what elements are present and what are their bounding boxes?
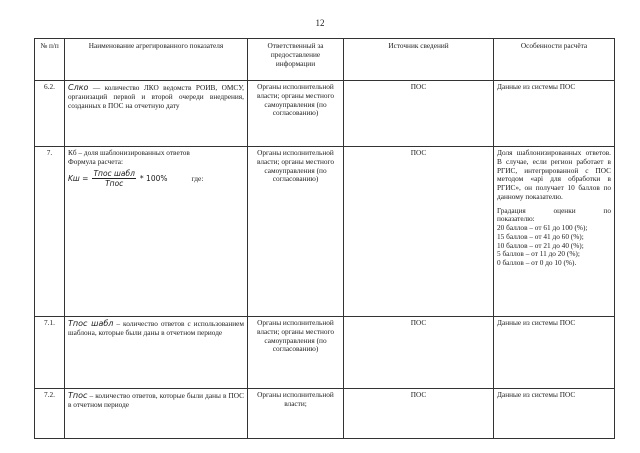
formula (68, 169, 244, 188)
row-name-text: — количество ЛКО ведомств РОИВ, ОМСУ, организаций первой и второй очереди внедрения, созданных в ПОС на отчетную дату (68, 83, 244, 110)
row-calc: Данные из системы ПОС (494, 317, 615, 389)
row-name-text: – количество ответов, которые были даны в ПОС в отчетном периоде (68, 391, 244, 409)
header-resp: Ответственный за предоставление информации (248, 39, 344, 81)
header-calc: Особенности расчёта (494, 39, 615, 81)
gradation-item: 0 баллов – от 0 до 10 (%). (497, 258, 577, 267)
gradation-title-tail: показателю: (497, 214, 535, 224)
formula-numerator: Tпос шабл (93, 168, 135, 178)
gradation (497, 207, 611, 268)
row-calc (494, 147, 615, 317)
row-symbol: Cлко (68, 83, 89, 92)
calc-text: Доля шаблонизированных ответов. В случае, если регион работает в РГИС, интегрированной с ПОС методом «api для обработки в РГИС», он получает 10 баллов по данному показателю. (497, 148, 611, 201)
header-num: № п/п (35, 39, 65, 81)
formula-where: где: (191, 173, 204, 183)
row-src: ПОС (344, 81, 494, 147)
table-row (35, 81, 615, 147)
formula-fraction (92, 169, 135, 188)
row-calc: Данные из системы ПОС (494, 81, 615, 147)
row-name (65, 389, 248, 439)
row-name-text: Кб – доля шаблонизированных ответов (68, 148, 190, 157)
table-row (35, 147, 615, 317)
row-src: ПОС (344, 147, 494, 317)
row-resp: Органы исполнительной власти; органы местного самоуправления (по согласованию) (248, 147, 344, 317)
row-name (65, 81, 248, 147)
table-row (35, 389, 615, 439)
header-src: Источник сведений (344, 39, 494, 81)
row-src: ПОС (344, 389, 494, 439)
row-src: ПОС (344, 317, 494, 389)
row-num: 7.2. (35, 389, 65, 439)
gradation-item: 20 баллов – от 61 до 100 (%); (497, 223, 588, 232)
formula-rhs: * 100% (139, 173, 168, 183)
table-header-row (35, 39, 615, 81)
row-name (65, 317, 248, 389)
formula-label: Формула расчета: (68, 156, 124, 166)
formula-denominator: Tпос (105, 178, 124, 188)
row-num: 7.1. (35, 317, 65, 389)
gradation-title-mid: оценки (553, 205, 576, 215)
gradation-item: 15 баллов – от 41 до 60 (%); (497, 231, 584, 241)
gradation-item: 5 баллов – от 11 до 20 (%); (497, 249, 580, 259)
row-resp: Органы исполнительной власти; органы местного самоуправления (по согласованию) (248, 317, 344, 389)
gradation-title-right: по (603, 205, 611, 215)
row-name-text: – количество ответов с использованием шаблона, которые были даны в отчетном периоде (68, 319, 244, 337)
gradation-title-left: Градация (497, 205, 526, 215)
table-row (35, 317, 615, 389)
header-name: Наименование агрегированного показателя (65, 39, 248, 81)
row-calc: Данные из системы ПОС (494, 389, 615, 439)
formula-lhs: Kш = (68, 173, 89, 183)
page-number: 12 (315, 18, 325, 28)
row-name (65, 147, 248, 317)
row-symbol: Tпос шабл (68, 319, 114, 328)
row-num: 7. (35, 147, 65, 317)
row-symbol: Tпос (68, 391, 88, 400)
row-resp: Органы исполнительной власти; органы местного самоуправления (по согласованию) (248, 81, 344, 147)
indicators-table (34, 38, 615, 439)
gradation-item: 10 баллов – от 21 до 40 (%); (497, 240, 584, 250)
row-resp: Органы исполнительной власти; (248, 389, 344, 439)
row-num: 6.2. (35, 81, 65, 147)
